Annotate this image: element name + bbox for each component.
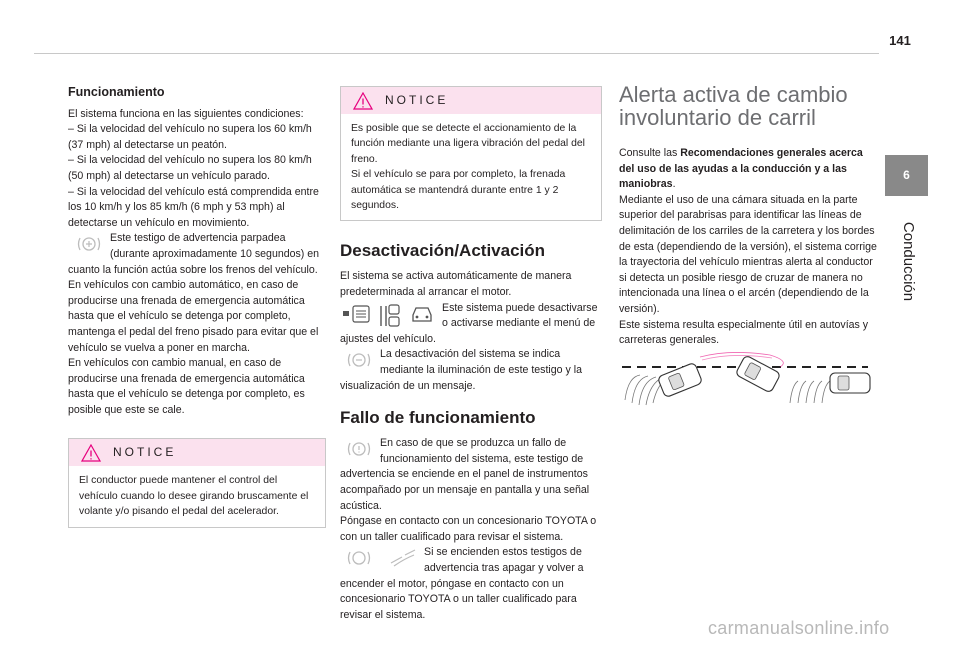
lane-departure-icon	[388, 547, 418, 569]
driving-aids-icon	[377, 303, 401, 329]
paragraph: El sistema se activa automáticamente de manera predeterminada al arrancar el motor.	[340, 270, 572, 299]
page-number: 141	[889, 33, 911, 48]
heading-desactivacion: Desactivación/Activación	[340, 241, 546, 261]
notice-text: El conductor puede mantener el control del vehículo cuando lo desee girando bruscamente el volante y/o pisando el pedal del acelerador.	[79, 475, 309, 518]
column-2	[340, 86, 602, 623]
paragraph-with-icon: La desactivación del sistema se indica mediante la iluminación de este testigo y la visualización de un mensaje.	[340, 348, 582, 392]
paragraph: En vehículos con cambio manual, en caso de producirse una frenada de emergencia automática hasta que el vehículo se detenga por completo, es posible que este se cale.	[68, 357, 305, 416]
list-item: – Si la velocidad del vehículo no supera los 80 km/h (50 mph) al detectarse un vehículo parado.	[68, 154, 312, 182]
warning-icon	[353, 92, 373, 110]
header-rule	[34, 53, 879, 54]
reference-link[interactable]: Recomendaciones generales acerca del uso de las ayudas a la conducción y a las maniobras	[619, 147, 863, 191]
warning-light-icon	[344, 349, 374, 371]
list-item: – Si la velocidad del vehículo está comprendida entre los 10 km/h y los 85 km/h (6 mph y 53 mph) al detectarse un vehículo en movimiento.	[68, 185, 319, 229]
heading-fallo: Fallo de funcionamiento	[340, 408, 536, 428]
notice-title: NOTICE	[113, 445, 177, 460]
paragraph-with-icon: Este testigo de advertencia parpadea (durante aproximadamente 10 segundos) en cuanto la función actúa sobre los frenos del vehículo.	[68, 232, 320, 276]
chapter-number: 6	[903, 168, 910, 182]
notice-text: Si el vehículo se para por completo, la frenada automática se mantendrá durante entre 1 y 2 segundos.	[351, 169, 566, 212]
paragraph: Mediante el uso de una cámara situada en la parte superior del parabrisas para identificar las líneas de delimitación de los carriles de la carretera y los bordes de esta (dependiendo de la versión), el sistema corrige la trayectoria del vehículo mientras alerta al conductor si detecta un posible riesgo de cruzar de manera no intencionada una línea o el arcén (dependiendo de la versión).	[619, 193, 877, 315]
paragraph-with-icons: Este sistema puede desactivarse o activarse mediante el menú de ajustes del vehículo.	[340, 301, 598, 345]
lane-departure-illustration	[620, 345, 875, 415]
chapter-title: Conducción	[900, 221, 917, 302]
settings-menu-icon	[340, 303, 374, 325]
notice-title: NOTICE	[385, 92, 449, 107]
watermark: carmanualsonline.info	[708, 618, 890, 638]
heading-funcionamiento: Funcionamiento	[68, 85, 165, 99]
notice-text: Es posible que se detecte el accionamiento de la función mediante una ligera vibración del pedal del freno.	[351, 123, 585, 165]
column-1	[68, 85, 326, 528]
paragraph-with-icons: Si se encienden estos testigos de advertencia tras apagar y volver a encender el motor, póngase en contacto con un concesionario TOYOTA o un taller cualificado para revisar el sistema.	[340, 546, 584, 621]
notice-box	[340, 86, 602, 221]
list-item: – Si la velocidad del vehículo no supera los 60 km/h (37 mph) al detectarse un peatón.	[68, 123, 312, 151]
car-front-icon	[408, 303, 436, 325]
column-3	[619, 83, 881, 349]
reference-paragraph: Consulte las Recomendaciones generales acerca del uso de las ayudas a la conducción y a las maniobras.	[619, 147, 863, 191]
paragraph: El sistema funciona en las siguientes condiciones:	[68, 107, 304, 120]
chapter-tab[interactable]	[885, 155, 928, 196]
paragraph: Póngase en contacto con un concesionario TOYOTA o con un taller cualificado para revisar el sistema.	[340, 515, 597, 543]
warning-light-icon	[344, 547, 374, 569]
warning-light-icon	[344, 438, 374, 460]
warning-light-icon	[74, 233, 104, 255]
paragraph: En vehículos con cambio automático, en caso de producirse una frenada de emergencia automática hasta que el vehículo se detenga por completo, mantenga el pedal del freno pisado para evitar que el vehículo se vuelva a poner en marcha.	[68, 279, 319, 354]
paragraph: Este sistema resulta especialmente útil en autovías y carreteras generales.	[619, 318, 869, 347]
paragraph-with-icon: En caso de que se produzca un fallo de funcionamiento del sistema, este testigo de advertencia se enciende en el panel de instrumentos acompañado por un mensaje en pantalla y una señal acústica.	[340, 437, 590, 512]
section-title: Alerta activa de cambio involuntario de carril	[619, 82, 848, 130]
warning-icon	[81, 444, 101, 462]
notice-box	[68, 438, 326, 527]
